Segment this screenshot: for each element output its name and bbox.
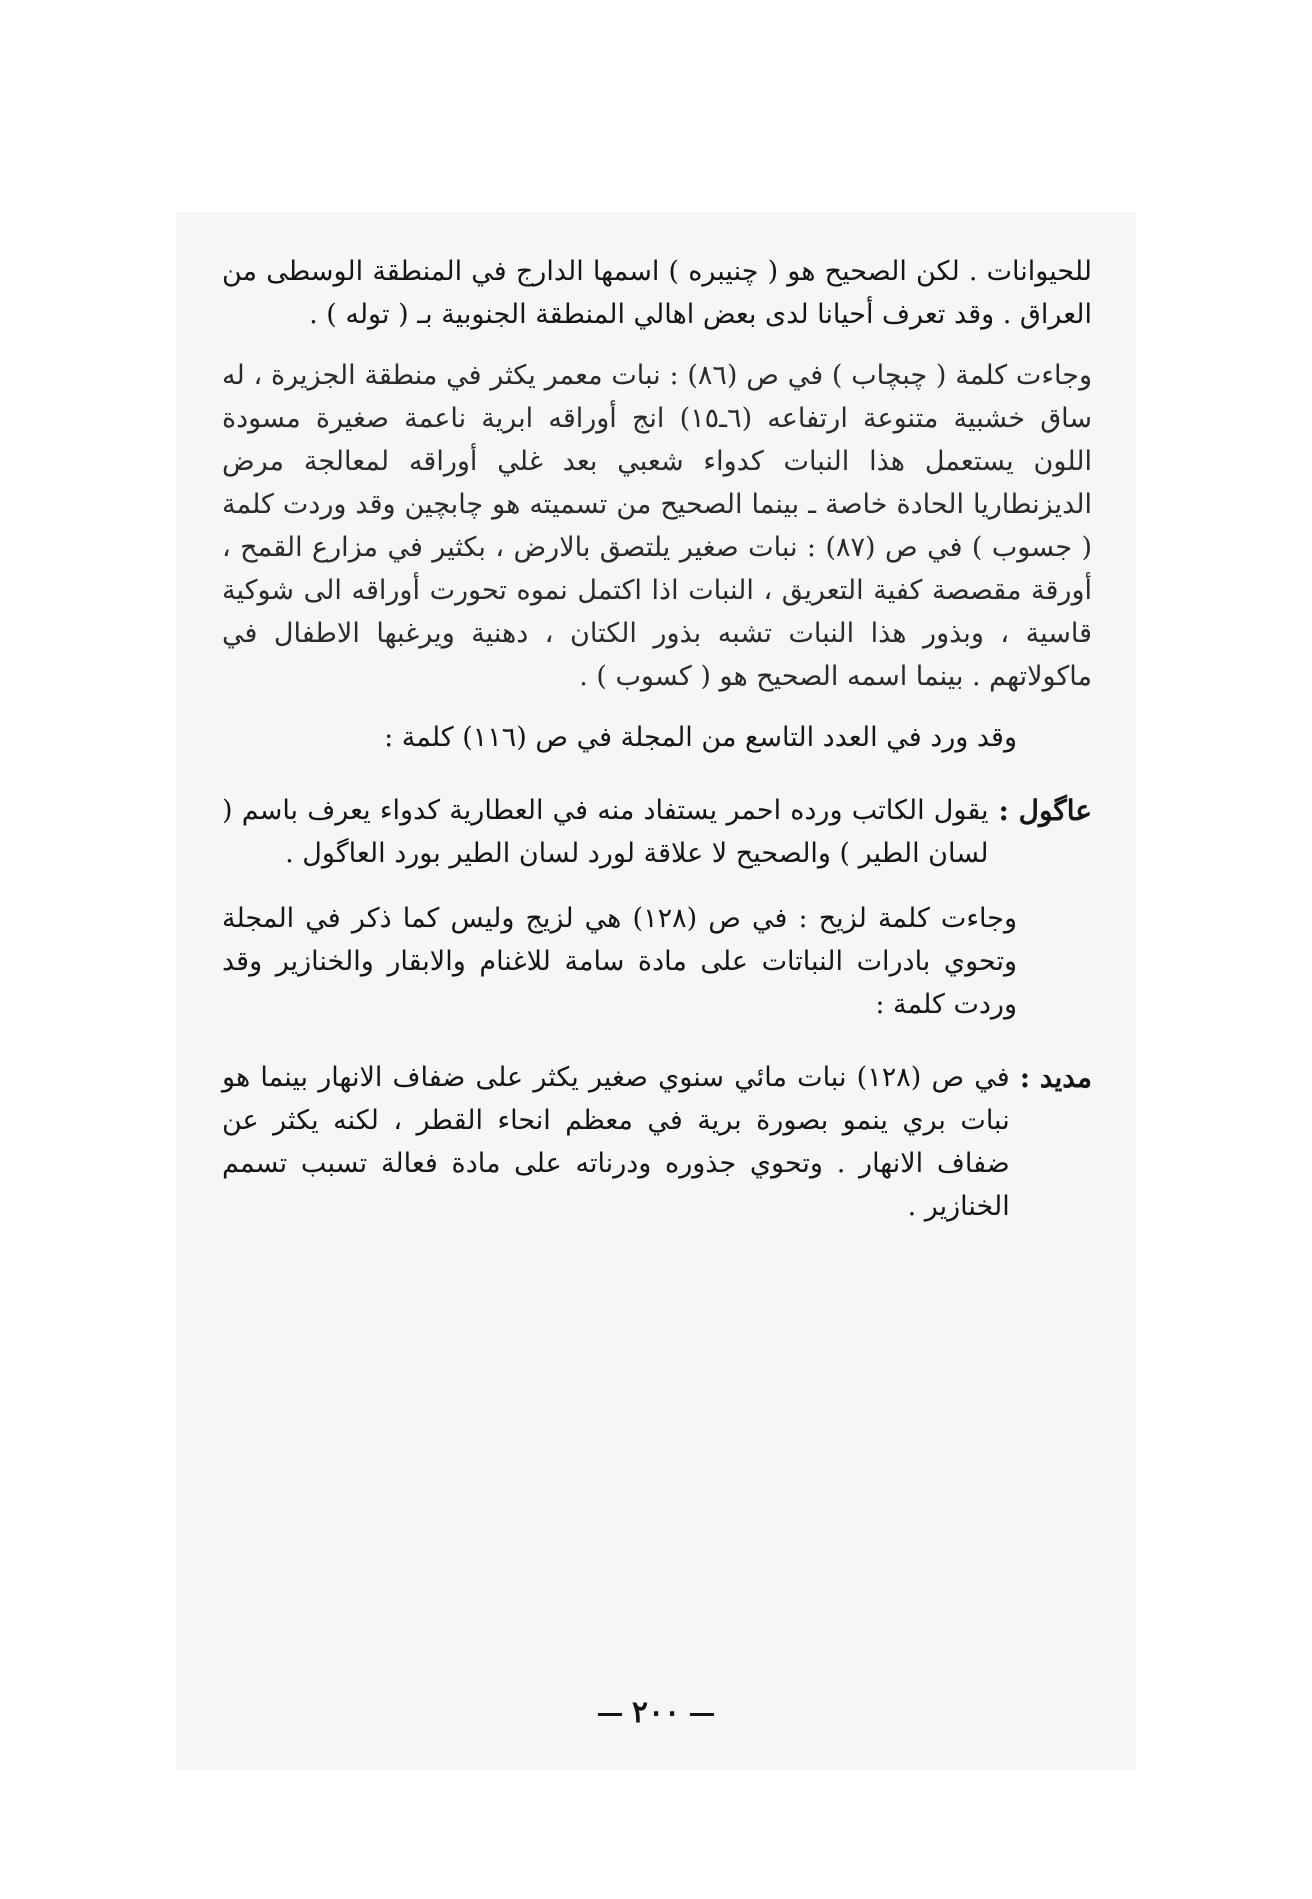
paragraph-1: للحيوانات . لكن الصحيح هو ( چنيبره ) اسمها الدارج في المنطقة الوسطى من العراق . وقد تعرف أحيانا لدى بعض اهالي المنطقة الجنوبية بـ ( توله ) . xyxy=(222,256,1092,330)
entry-madeed xyxy=(222,1056,1092,1228)
paragraph-3: وقد ورد في العدد التاسع من المجلة في ص (١١٦) كلمة : xyxy=(384,722,1017,753)
paragraph-2: وجاءت كلمة ( چبچاب ) في ص (٨٦) : نبات معمر يكثر في منطقة الجزيرة ، له ساق خشبية متنوعة ارتفاعه (٦ـ١٥) انج أوراقه ابرية ناعمة صغيرة مسودة اللون يستعمل هذا النبات كدواء شعبي بعد غلي أوراقه لمعالجة مرض الديزنطاريا الحادة خاصة ـ بينما الصحيح من تسميته هو چابچين وقد وردت كلمة ( جسوب ) في ص (٨٧) : نبات صغير يلتصق بالارض ، بكثير في مزارع القمح ، أورقة مقصصة كفية التعريق ، النبات اذا اكتمل نموه تحورت أوراقه الى شوكية قاسية ، وبذور هذا النبات تشبه بذور الكتان ، دهنية ويرغبها الاطفال في ماكولاتهم . بينما اسمه الصحيح هو ( كسوب ) . xyxy=(222,360,1093,692)
entry-text: في ص (١٢٨) نبات مائي سنوي صغير يكثر على ضفاف الانهار بينما هو نبات بري ينمو بصورة برية في معظم انحاء القطر ، لكنه يكثر عن ضفاف الانهار . وتحوي جذوره ودرناته على مادة فعالة تسبب تسمم الخنازير . xyxy=(222,1062,1010,1222)
paragraph-lazih: وجاءت كلمة لزيح : في ص (١٢٨) هي لزيج وليس كما ذكر في المجلة وتحوي بادرات النباتات على مادة سامة للاغنام والابقار والخنازير وقد وردت كلمة : xyxy=(222,903,1018,1020)
entry-text: يقول الكاتب ورده احمر يستفاد منه في العطارية كدواء يعرف باسم ( لسان الطير ) والصحيح لا علاقة لورد لسان الطير بورد العاگول . xyxy=(222,795,989,869)
entry-term: عاگول : xyxy=(998,794,1092,827)
entry-aagool xyxy=(222,789,1092,875)
page-number xyxy=(0,1695,1312,1730)
dash-left xyxy=(690,1713,714,1716)
entry-term: مديد : xyxy=(1019,1061,1092,1094)
page-number-text: ٢٠٠ xyxy=(631,1695,681,1730)
dash-right xyxy=(598,1713,622,1716)
text-column xyxy=(222,250,1092,1250)
